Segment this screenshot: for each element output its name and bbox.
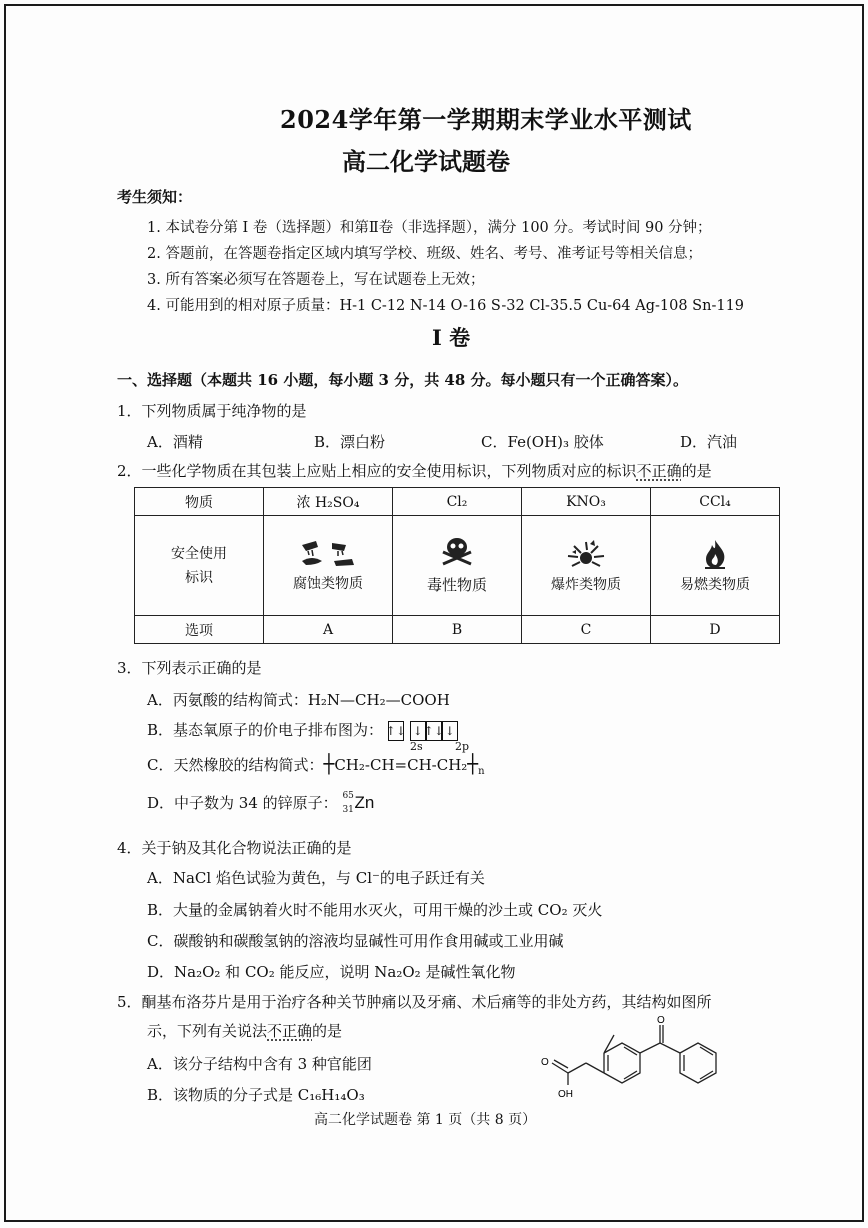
orbital-2p-box: ↓ bbox=[410, 721, 426, 741]
q2-stem-part2: 的是 bbox=[681, 462, 712, 480]
flammable-label: 易燃类物质 bbox=[680, 576, 750, 593]
table-row bbox=[135, 616, 780, 644]
q4-option-a: A．NaCl 焰色试验为黄色，与 Cl⁻的电子跃迁有关 bbox=[147, 869, 485, 887]
table-row bbox=[135, 488, 780, 516]
corrosive-hazard-icon bbox=[298, 539, 358, 569]
orbital-2p-label: 2p bbox=[455, 740, 470, 753]
notice-item-1: 1. 本试卷分第 Ⅰ 卷（选择题）和第Ⅱ卷（非选择题），满分 100 分。考试时间 90 分钟； bbox=[147, 220, 712, 236]
q3-option-c: C．天然橡胶的结构简式：$┼CH_2-CH=CH-CH_2┼_n$ bbox=[147, 754, 485, 777]
table-cell: 物质 bbox=[135, 488, 264, 516]
q2-stem bbox=[117, 460, 712, 481]
carboxyl-oxygen: O bbox=[541, 1057, 549, 1068]
q3-option-b-text: B．基态氧原子的价电子排布图为： bbox=[147, 721, 384, 739]
nuclide-numbers bbox=[342, 793, 354, 815]
q5-stem-emphasis: 不正确 bbox=[267, 1022, 313, 1040]
atomic-number: 31 bbox=[342, 805, 354, 815]
table-cell: Cl₂ bbox=[393, 488, 522, 516]
orbital-diagram bbox=[385, 721, 458, 741]
exam-subtitle: 高二化学试题卷 bbox=[342, 147, 510, 176]
safety-label-table bbox=[134, 487, 780, 644]
element-symbol: Zn bbox=[354, 793, 375, 812]
orbital-2s-label: 2s bbox=[410, 740, 423, 753]
q5-stem-line1: 5．酮基布洛芬片是用于治疗各种关节肿痛以及牙痛、术后痛等的非处方药，其结构如图所 bbox=[117, 993, 712, 1011]
q4-option-c: C．碳酸钠和碳酸氢钠的溶液均显碱性可用作食用碱或工业用碱 bbox=[147, 932, 564, 950]
q5-option-a: A．该分子结构中含有 3 种官能团 bbox=[147, 1055, 372, 1073]
q5-stem-part2: 的是 bbox=[312, 1022, 343, 1040]
q5-option-b: B．该物质的分子式是 C₁₆H₁₄O₃ bbox=[147, 1086, 365, 1104]
ketoprofen-structure bbox=[528, 1015, 768, 1105]
notice-item-3: 3. 所有答案必须写在答题卷上，写在试题卷上无效； bbox=[147, 272, 485, 288]
table-cell: B bbox=[393, 616, 522, 644]
q2-stem-emphasis: 不正确 bbox=[636, 462, 682, 480]
notice-item-4: 4. 可能用到的相对原子质量：H-1 C-12 N-14 O-16 S-32 Cl-35.5 Cu-64 Ag-108 Sn-119 bbox=[147, 298, 745, 314]
corrosive-label: 腐蚀类物质 bbox=[293, 575, 363, 592]
table-cell: A bbox=[264, 616, 393, 644]
q5-stem-part1: 示，下列有关说法 bbox=[147, 1022, 268, 1040]
orbital-2p-box: ↑↓ bbox=[426, 721, 442, 741]
part-heading: 一、选择题（本题共 16 小题，每小题 3 分，共 48 分。每小题只有一个正确答案）。 bbox=[117, 371, 689, 389]
q4-option-b: B．大量的金属钠着火时不能用水灭火，可用干燥的沙土或 CO₂ 灭火 bbox=[147, 901, 603, 919]
table-cell bbox=[393, 516, 522, 616]
table-cell: CCl₄ bbox=[651, 488, 780, 516]
rubber-formula: CH₂-CH=CH-CH₂ bbox=[334, 756, 468, 774]
toxic-label: 毒性物质 bbox=[426, 576, 487, 594]
q3-option-a: A．丙氨酸的结构简式：H₂N—CH₂—COOH bbox=[147, 691, 450, 709]
ketone-oxygen: O bbox=[657, 1015, 665, 1026]
table-cell: KNO₃ bbox=[522, 488, 651, 516]
exam-title: 2024学年第一学期期末学业水平测试 bbox=[280, 105, 692, 134]
q4-stem: 4．关于钠及其化合物说法正确的是 bbox=[117, 839, 352, 857]
table-cell: 浓 H₂SO₄ bbox=[264, 488, 393, 516]
q1-option-d: D．汽油 bbox=[680, 433, 738, 451]
table-row bbox=[135, 516, 780, 616]
q1-stem: 1．下列物质属于纯净物的是 bbox=[117, 402, 307, 420]
flame-hazard-icon bbox=[700, 538, 730, 570]
q3-option-d-text: D．中子数为 34 的锌原子： bbox=[147, 794, 338, 812]
orbital-2p-box: ↓ bbox=[442, 721, 458, 741]
skull-crossbones-icon bbox=[437, 536, 477, 570]
table-cell: 选项 bbox=[135, 616, 264, 644]
q1-option-b: B．漂白粉 bbox=[314, 433, 386, 451]
notice-heading: 考生须知： bbox=[117, 188, 193, 206]
q5-stem-line2 bbox=[147, 1020, 342, 1041]
q3-option-b bbox=[147, 719, 458, 741]
mass-number: 65 bbox=[342, 791, 354, 801]
table-cell bbox=[135, 516, 264, 616]
table-cell bbox=[264, 516, 393, 616]
q2-stem-part1: 2．一些化学物质在其包装上应贴上相应的安全使用标识，下列物质对应的标识 bbox=[117, 462, 637, 480]
q3-option-d bbox=[147, 792, 374, 815]
row-head-safety-label: 安全使用标识 bbox=[171, 545, 227, 586]
polymer-n: n bbox=[478, 766, 485, 777]
table-cell bbox=[522, 516, 651, 616]
notice-item-2: 2. 答题前，在答题卷指定区域内填写学校、班级、姓名、考号、准考证号等相关信息； bbox=[147, 246, 702, 262]
orbital-2s-box: ↑↓ bbox=[388, 721, 404, 741]
page-footer: 高二化学试题卷 第 1 页（共 8 页） bbox=[314, 1112, 537, 1128]
explosive-label: 爆炸类物质 bbox=[551, 576, 621, 593]
q3-stem: 3．下列表示正确的是 bbox=[117, 659, 262, 677]
section-title: Ⅰ 卷 bbox=[432, 325, 471, 350]
q4-option-d: D．Na₂O₂ 和 CO₂ 能反应，说明 Na₂O₂ 是碱性氧化物 bbox=[147, 963, 516, 981]
q1-option-a: A．酒精 bbox=[147, 433, 203, 451]
q3-option-c-text: C．天然橡胶的结构简式： bbox=[147, 756, 324, 774]
table-cell bbox=[651, 516, 780, 616]
table-cell: D bbox=[651, 616, 780, 644]
explosive-hazard-icon bbox=[564, 538, 608, 570]
q1-option-c: C．Fe(OH)₃ 胶体 bbox=[481, 433, 604, 451]
table-cell: C bbox=[522, 616, 651, 644]
hydroxyl-label: OH bbox=[558, 1089, 573, 1100]
